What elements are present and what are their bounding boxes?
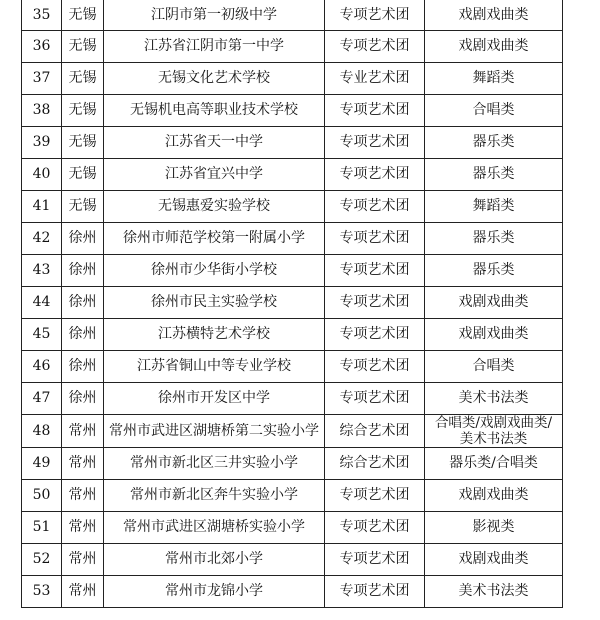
table-row bbox=[22, 62, 563, 94]
school-name-cell: 无锡文化艺术学校 bbox=[104, 62, 325, 94]
category-cell: 合唱类 bbox=[425, 94, 563, 126]
troupe-type-cell: 专项艺术团 bbox=[325, 479, 425, 511]
city-cell: 徐州 bbox=[62, 350, 104, 382]
table-row bbox=[22, 479, 563, 511]
table-row bbox=[22, 30, 563, 62]
row-number: 45 bbox=[22, 318, 62, 350]
category-cell: 合唱类 bbox=[425, 350, 563, 382]
table-row bbox=[22, 575, 563, 607]
city-cell: 无锡 bbox=[62, 0, 104, 30]
troupe-type-cell: 专项艺术团 bbox=[325, 222, 425, 254]
city-cell: 徐州 bbox=[62, 286, 104, 318]
troupe-type-cell: 专项艺术团 bbox=[325, 575, 425, 607]
troupe-type-cell: 专项艺术团 bbox=[325, 382, 425, 414]
city-cell: 常州 bbox=[62, 575, 104, 607]
row-number: 37 bbox=[22, 62, 62, 94]
row-number: 52 bbox=[22, 543, 62, 575]
category-cell: 舞蹈类 bbox=[425, 62, 563, 94]
table-row bbox=[22, 414, 563, 447]
row-number: 51 bbox=[22, 511, 62, 543]
school-name-cell: 江苏省宜兴中学 bbox=[104, 158, 325, 190]
category-cell: 美术书法类 bbox=[425, 575, 563, 607]
table-row bbox=[22, 0, 563, 30]
category-cell: 戏剧戏曲类 bbox=[425, 479, 563, 511]
school-name-cell: 江苏省天一中学 bbox=[104, 126, 325, 158]
school-table bbox=[21, 0, 563, 608]
row-number: 36 bbox=[22, 30, 62, 62]
row-number: 49 bbox=[22, 447, 62, 479]
troupe-type-cell: 专项艺术团 bbox=[325, 254, 425, 286]
city-cell: 无锡 bbox=[62, 94, 104, 126]
row-number: 41 bbox=[22, 190, 62, 222]
row-number: 44 bbox=[22, 286, 62, 318]
city-cell: 徐州 bbox=[62, 222, 104, 254]
table-row bbox=[22, 94, 563, 126]
city-cell: 常州 bbox=[62, 543, 104, 575]
table-row bbox=[22, 511, 563, 543]
city-cell: 常州 bbox=[62, 479, 104, 511]
row-number: 35 bbox=[22, 0, 62, 30]
category-cell: 美术书法类 bbox=[425, 382, 563, 414]
city-cell: 徐州 bbox=[62, 318, 104, 350]
city-cell: 无锡 bbox=[62, 126, 104, 158]
city-cell: 徐州 bbox=[62, 254, 104, 286]
category-cell: 戏剧戏曲类 bbox=[425, 543, 563, 575]
school-name-cell: 常州市龙锦小学 bbox=[104, 575, 325, 607]
category-cell: 器乐类/合唱类 bbox=[425, 447, 563, 479]
troupe-type-cell: 专项艺术团 bbox=[325, 543, 425, 575]
troupe-type-cell: 综合艺术团 bbox=[325, 447, 425, 479]
category-cell: 戏剧戏曲类 bbox=[425, 318, 563, 350]
school-name-cell: 徐州市师范学校第一附属小学 bbox=[104, 222, 325, 254]
troupe-type-cell: 专项艺术团 bbox=[325, 94, 425, 126]
table-row bbox=[22, 318, 563, 350]
school-name-cell: 无锡惠爱实验学校 bbox=[104, 190, 325, 222]
category-cell: 戏剧戏曲类 bbox=[425, 0, 563, 30]
school-name-cell: 常州市北郊小学 bbox=[104, 543, 325, 575]
city-cell: 无锡 bbox=[62, 190, 104, 222]
category-cell: 器乐类 bbox=[425, 158, 563, 190]
category-cell: 戏剧戏曲类 bbox=[425, 30, 563, 62]
table-row bbox=[22, 126, 563, 158]
row-number: 42 bbox=[22, 222, 62, 254]
category-cell: 器乐类 bbox=[425, 126, 563, 158]
table-row bbox=[22, 222, 563, 254]
row-number: 39 bbox=[22, 126, 62, 158]
troupe-type-cell: 专项艺术团 bbox=[325, 286, 425, 318]
table-row bbox=[22, 158, 563, 190]
table-row bbox=[22, 447, 563, 479]
troupe-type-cell: 专项艺术团 bbox=[325, 158, 425, 190]
school-name-cell: 徐州市少华街小学校 bbox=[104, 254, 325, 286]
row-number: 40 bbox=[22, 158, 62, 190]
row-number: 46 bbox=[22, 350, 62, 382]
category-cell: 器乐类 bbox=[425, 254, 563, 286]
city-cell: 无锡 bbox=[62, 30, 104, 62]
troupe-type-cell: 专项艺术团 bbox=[325, 0, 425, 30]
row-number: 53 bbox=[22, 575, 62, 607]
row-number: 47 bbox=[22, 382, 62, 414]
city-cell: 常州 bbox=[62, 414, 104, 447]
city-cell: 徐州 bbox=[62, 382, 104, 414]
city-cell: 常州 bbox=[62, 511, 104, 543]
school-name-cell: 江阴市第一初级中学 bbox=[104, 0, 325, 30]
school-name-cell: 常州市新北区三井实验小学 bbox=[104, 447, 325, 479]
troupe-type-cell: 专项艺术团 bbox=[325, 350, 425, 382]
row-number: 48 bbox=[22, 414, 62, 447]
troupe-type-cell: 专项艺术团 bbox=[325, 126, 425, 158]
school-name-cell: 常州市武进区湖塘桥实验小学 bbox=[104, 511, 325, 543]
school-name-cell: 徐州市开发区中学 bbox=[104, 382, 325, 414]
troupe-type-cell: 专项艺术团 bbox=[325, 318, 425, 350]
troupe-type-cell: 专项艺术团 bbox=[325, 30, 425, 62]
school-name-cell: 常州市新北区奔牛实验小学 bbox=[104, 479, 325, 511]
table-row bbox=[22, 543, 563, 575]
city-cell: 常州 bbox=[62, 447, 104, 479]
table-row bbox=[22, 254, 563, 286]
table-row bbox=[22, 190, 563, 222]
school-name-cell: 江苏省铜山中等专业学校 bbox=[104, 350, 325, 382]
school-name-cell: 常州市武进区湖塘桥第二实验小学 bbox=[104, 414, 325, 447]
school-name-cell: 无锡机电高等职业技术学校 bbox=[104, 94, 325, 126]
row-number: 50 bbox=[22, 479, 62, 511]
row-number: 43 bbox=[22, 254, 62, 286]
table-row bbox=[22, 286, 563, 318]
troupe-type-cell: 综合艺术团 bbox=[325, 414, 425, 447]
school-name-cell: 江苏横特艺术学校 bbox=[104, 318, 325, 350]
category-cell: 舞蹈类 bbox=[425, 190, 563, 222]
table-row bbox=[22, 350, 563, 382]
troupe-type-cell: 专业艺术团 bbox=[325, 62, 425, 94]
troupe-type-cell: 专项艺术团 bbox=[325, 511, 425, 543]
table-row bbox=[22, 382, 563, 414]
city-cell: 无锡 bbox=[62, 62, 104, 94]
school-name-cell: 徐州市民主实验学校 bbox=[104, 286, 325, 318]
category-cell: 器乐类 bbox=[425, 222, 563, 254]
category-cell: 戏剧戏曲类 bbox=[425, 286, 563, 318]
troupe-type-cell: 专项艺术团 bbox=[325, 190, 425, 222]
row-number: 38 bbox=[22, 94, 62, 126]
category-cell: 影视类 bbox=[425, 511, 563, 543]
school-name-cell: 江苏省江阴市第一中学 bbox=[104, 30, 325, 62]
city-cell: 无锡 bbox=[62, 158, 104, 190]
category-cell: 合唱类/戏剧戏曲类/美术书法类 bbox=[425, 414, 563, 447]
